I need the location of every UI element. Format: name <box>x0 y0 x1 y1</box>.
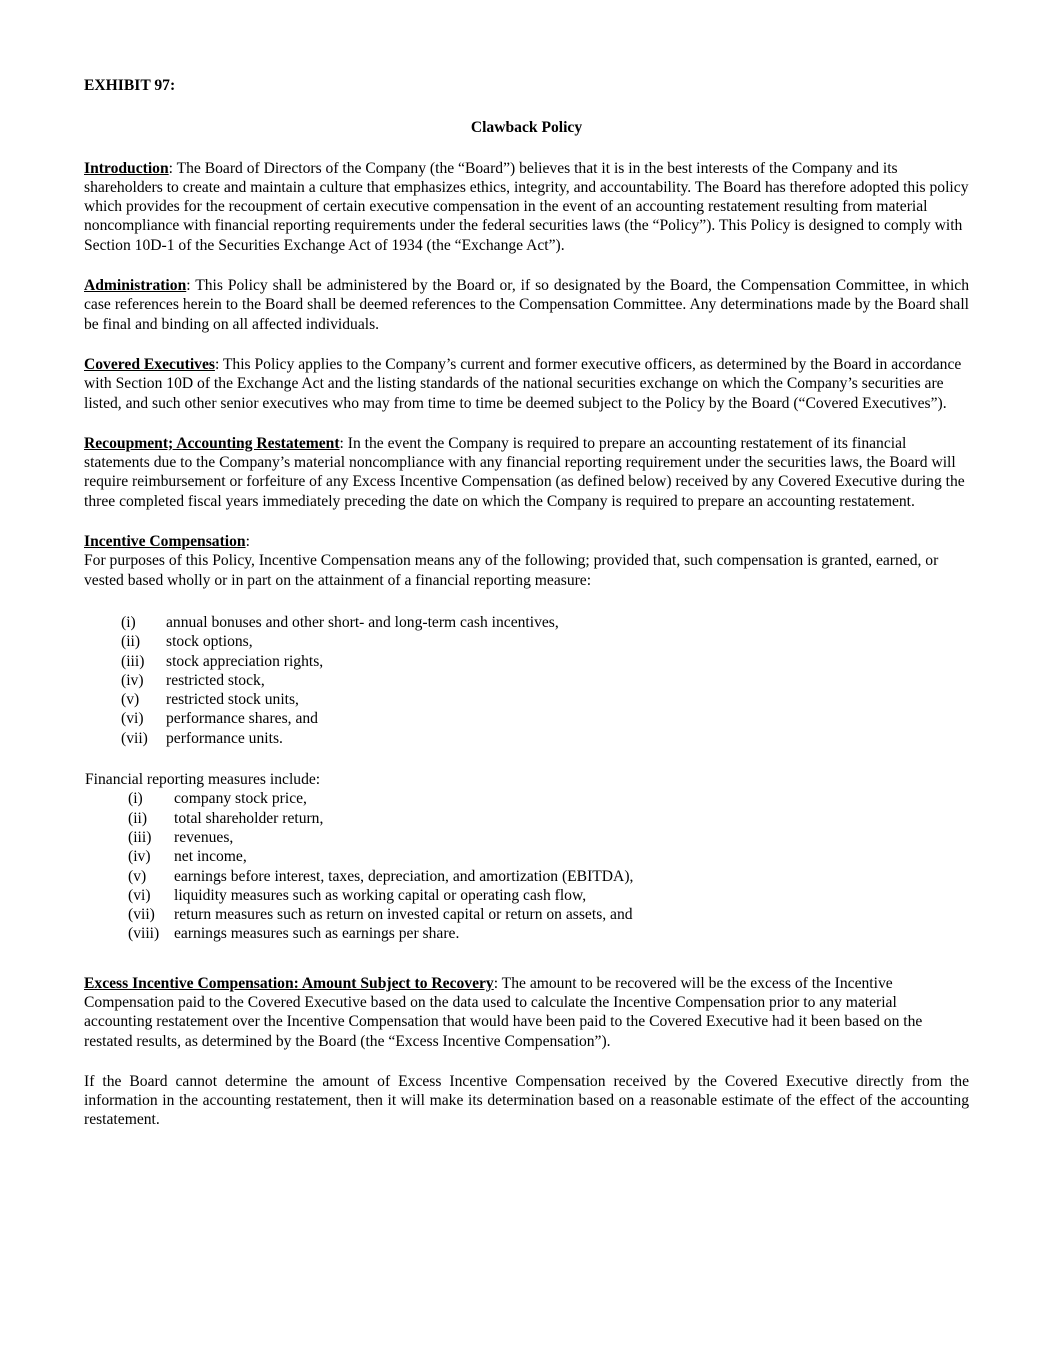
incentive-compensation-list <box>84 613 969 748</box>
list-item: (i) annual bonuses and other short- and long-term cash incentives, <box>121 613 559 631</box>
list-item: (iii) stock appreciation rights, <box>121 652 324 670</box>
list-item: (ii) total shareholder return, <box>128 809 324 827</box>
document-page <box>84 76 969 1130</box>
list-item: (iv) net income, <box>128 848 247 866</box>
list-item: (i) company stock price, <box>128 790 307 808</box>
excess-heading: Excess Incentive Compensation: Amount Subject to Recovery <box>84 974 494 992</box>
final-paragraph: If the Board cannot determine the amount of Excess Incentive Compensation received by the Covered Executive directly from the information in the accounting restatement, then it will make its determination based on a reasonable estimate of the effect of the accounting restatement. <box>84 1072 969 1129</box>
list-item: (iv) restricted stock, <box>121 671 265 689</box>
introduction-paragraph <box>84 159 969 255</box>
financial-measures-intro: Financial reporting measures include: <box>85 771 321 789</box>
financial-measures-list <box>84 789 969 943</box>
list-item: (v) restricted stock units, <box>121 691 299 709</box>
administration-text: : This Policy shall be administered by the Board or, if so designated by the Board, the Compensation Committee, in which case references herein to the Board shall be deemed references to the Compensation Committee. Any determinations made by the Board shall be final and binding on all affected individuals. <box>84 277 969 333</box>
excess-text: : The amount to be recovered will be the excess of the Incentive Compensation paid to the Covered Executive based on the data used to calculate the Incentive Compensation prior to any material accounting restatement over the Incentive Compensation that would have been paid to the Covered Executive had it been based on the restated results, as determined by the Board (the “Excess Incentive Compensation”). <box>84 974 923 1050</box>
covered-executives-paragraph <box>84 355 969 413</box>
document-title: Clawback Policy <box>470 119 583 137</box>
incentive-heading-line <box>84 532 969 551</box>
administration-heading: Administration <box>84 277 187 295</box>
list-item: (vii) return measures such as return on invested capital or return on assets, and <box>128 906 633 924</box>
exhibit-label: EXHIBIT 97: <box>84 77 176 94</box>
list-item: (ii) stock options, <box>121 633 253 651</box>
list-item: (vi) liquidity measures such as working capital or operating cash flow, <box>128 886 587 904</box>
introduction-heading: Introduction <box>84 159 169 177</box>
covered-executives-text: : This Policy applies to the Company’s current and former executive officers, as determined by the Board in accordance with Section 10D of the Exchange Act and the listing standards of the national securities exchange on which the Company’s securities are listed, and such other senior executives who may from time to time be deemed subject to the Policy by the Board (“Covered Executives”). <box>84 355 962 412</box>
incentive-text: For purposes of this Policy, Incentive Compensation means any of the following; provided that, such compensation is granted, earned, or vested based wholly or in part on the attainment of a financial reporting measure: <box>84 552 939 589</box>
introduction-text: : The Board of Directors of the Company (the “Board”) believes that it is in the best interests of the Company and its shareholders to create and maintain a culture that emphasizes ethics, integrity, and accountability. The Board has therefore adopted this policy which provides for the recoupment of certain executive compensation in the event of an accounting restatement resulting from material noncompliance with financial reporting requirements under the federal securities laws (the “Policy”). This Policy is designed to comply with Section 10D-1 of the Securities Exchange Act of 1934 (the “Exchange Act”). <box>84 159 969 254</box>
list-item: (vii) performance units. <box>121 729 283 747</box>
administration-paragraph <box>84 276 969 334</box>
recoupment-heading: Recoupment; Accounting Restatement <box>84 434 340 452</box>
recoupment-paragraph <box>84 434 969 511</box>
recoupment-text: : In the event the Company is required to prepare an accounting restatement of its financial statements due to the Company’s material noncompliance with any financial reporting requirement under the securities laws, the Board will require reimbursement or forfeiture of any Excess Incentive Compensation (as defined below) received by any Covered Executive during the three completed fiscal years immediately preceding the date on which the Company is required to prepare an accounting restatement. <box>84 434 965 510</box>
incentive-heading: Incentive Compensation <box>84 533 246 551</box>
incentive-heading-colon: : <box>245 533 250 551</box>
list-item: (viii) earnings measures such as earnings per share. <box>128 925 460 943</box>
list-item: (vi) performance shares, and <box>121 710 318 728</box>
list-item: (iii) revenues, <box>128 828 234 846</box>
list-item: (v) earnings before interest, taxes, depreciation, and amortization (EBITDA), <box>128 867 634 885</box>
covered-executives-heading: Covered Executives <box>84 355 215 373</box>
excess-paragraph <box>84 974 969 1051</box>
